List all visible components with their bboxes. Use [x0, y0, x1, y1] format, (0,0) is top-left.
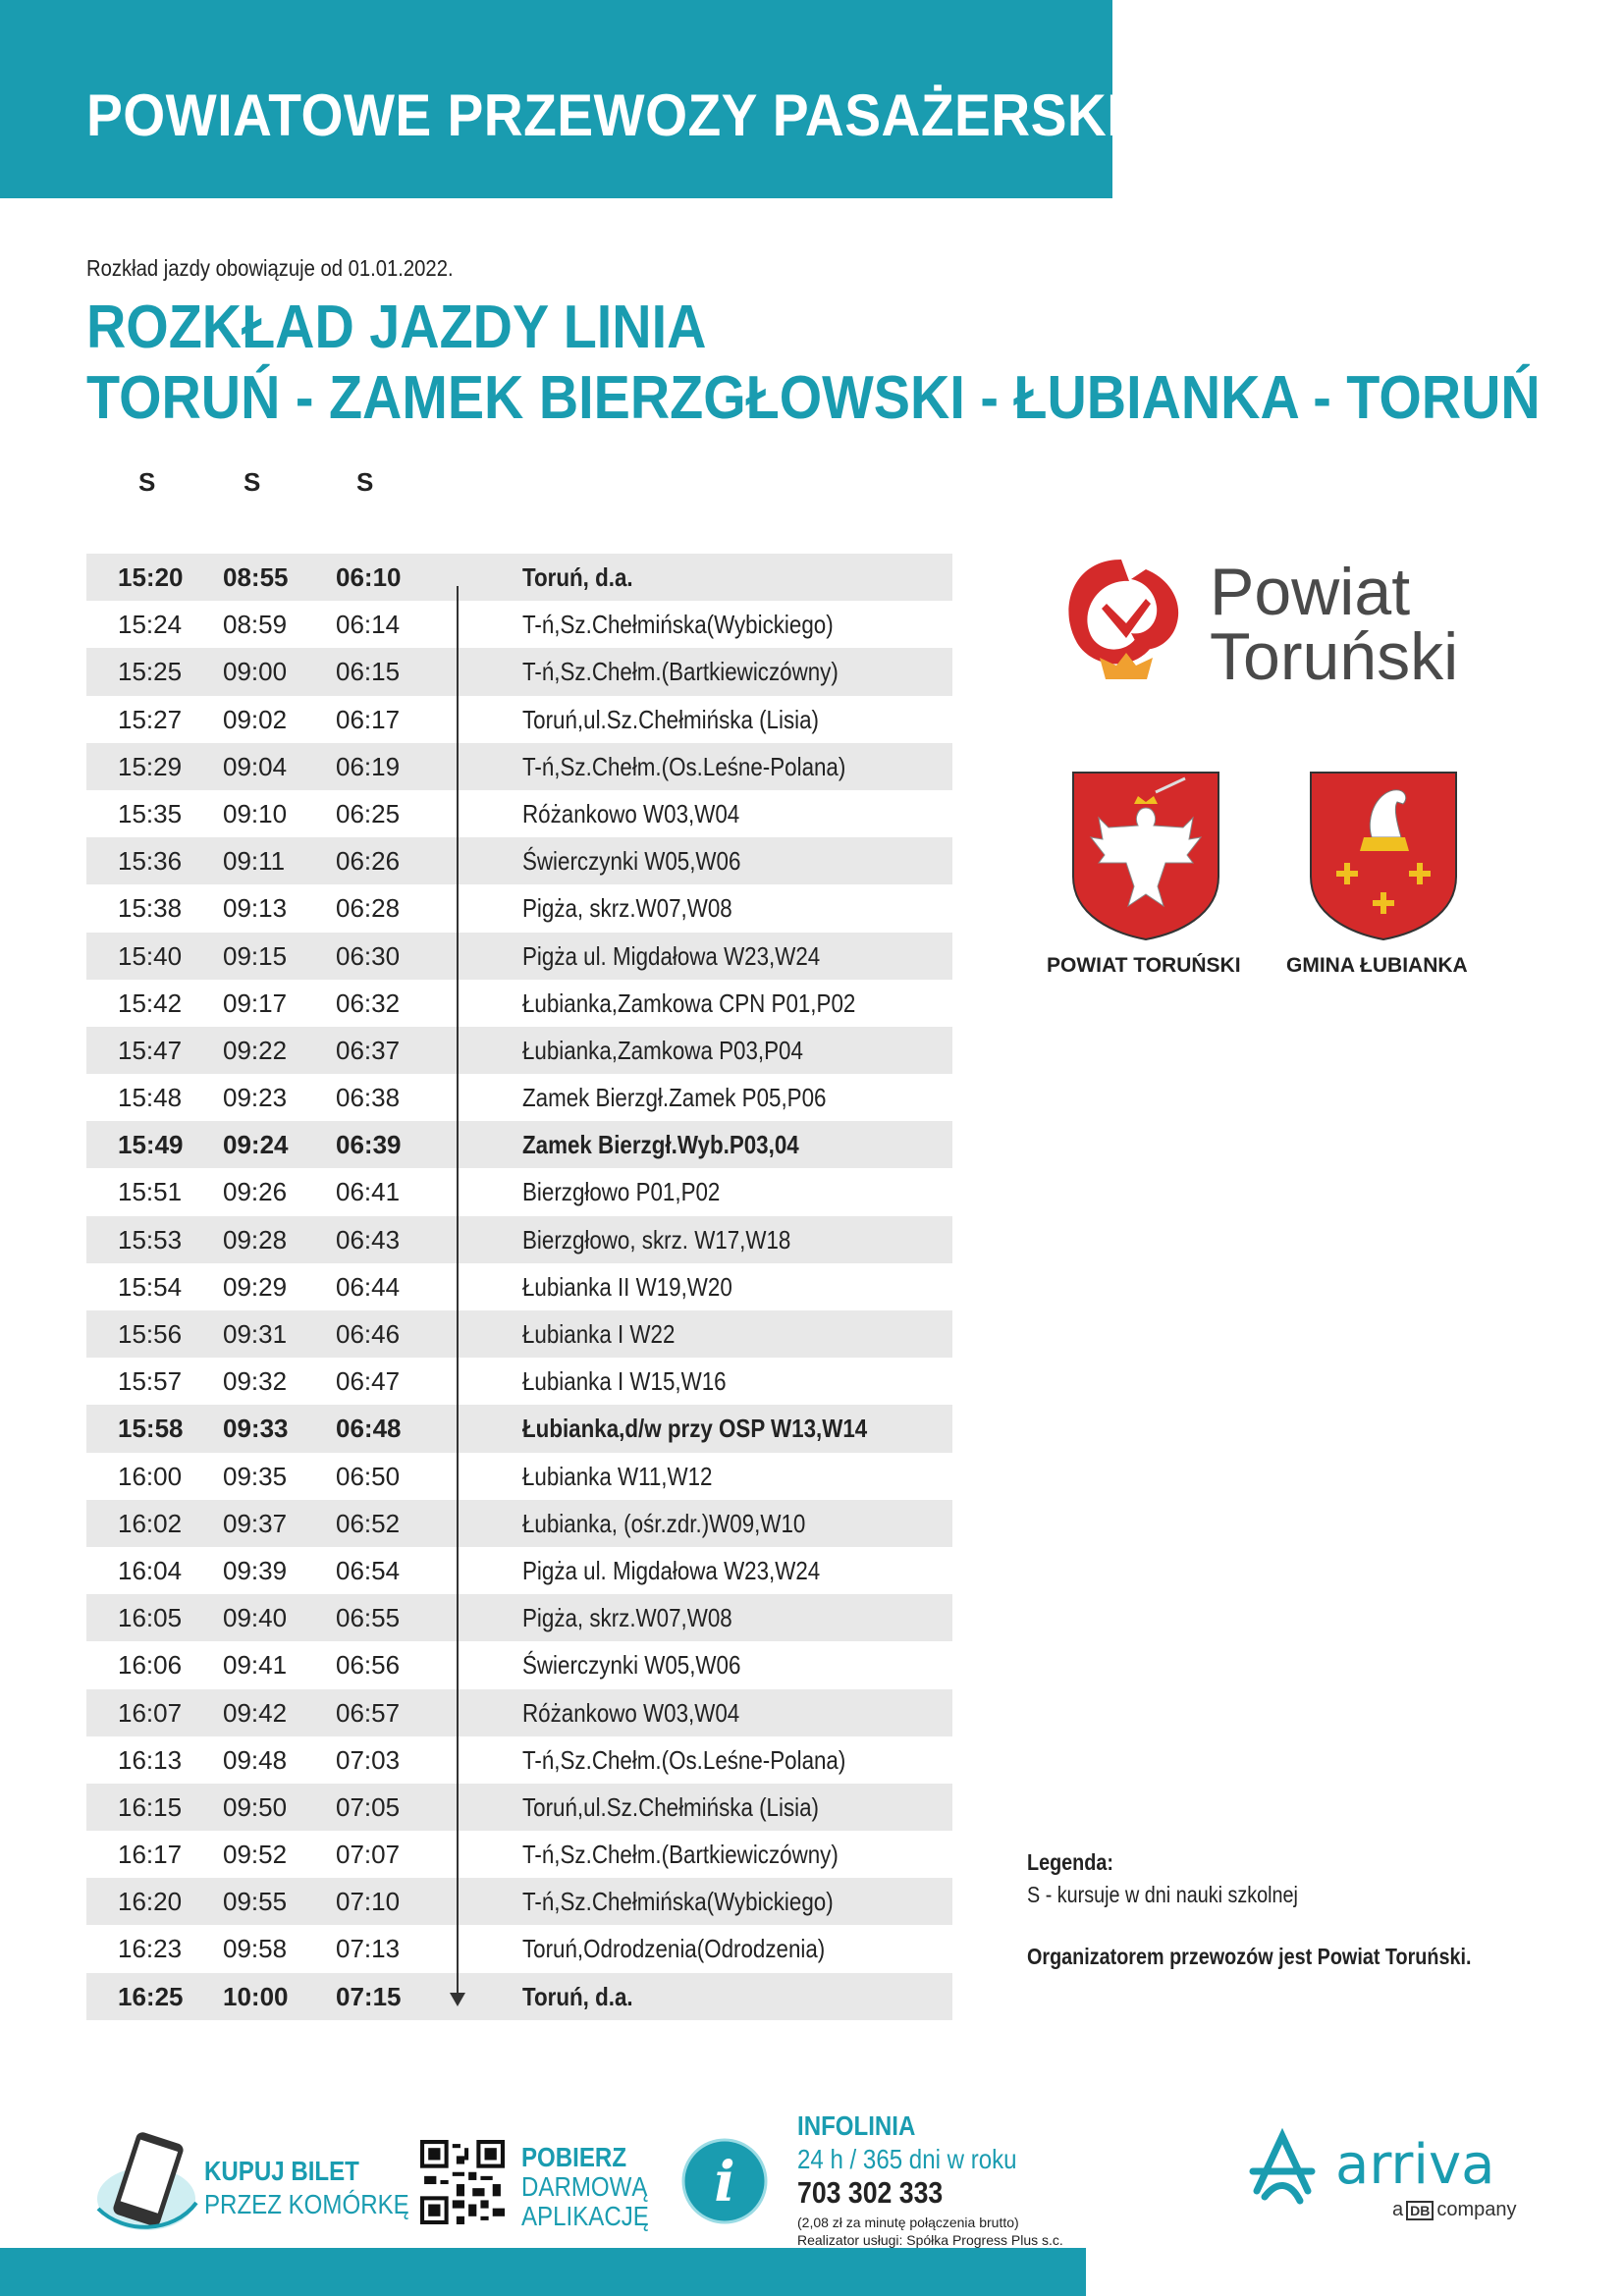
table-row [86, 1641, 952, 1688]
gmina-crest-icon [1307, 769, 1460, 941]
departure-time: 06:39 [336, 1130, 402, 1160]
departure-time: 15:40 [118, 940, 183, 971]
table-row [86, 1784, 952, 1831]
header-band [0, 0, 1160, 198]
departure-time: 09:58 [223, 1934, 288, 1964]
departure-time: 09:22 [223, 1035, 288, 1065]
info-icon [679, 2136, 770, 2226]
stop-name: T-ń,Sz.Chełmińska(Wybickiego) [522, 610, 834, 640]
departure-time: 15:57 [118, 1366, 183, 1397]
direction-arrow-icon [450, 1993, 465, 2006]
departure-time: 09:37 [223, 1508, 288, 1538]
departure-time: 09:52 [223, 1840, 288, 1870]
stop-name: Toruń,ul.Sz.Chełmińska (Lisia) [522, 1791, 819, 1822]
departure-time: 06:38 [336, 1083, 401, 1113]
crest-label-gmina: GMINA ŁUBIANKA [1286, 954, 1468, 977]
stop-name: Zamek Bierzgł.Zamek P05,P06 [522, 1083, 827, 1113]
departure-time: 09:10 [223, 798, 288, 828]
departure-time: 09:04 [223, 751, 288, 781]
table-row [86, 1310, 952, 1358]
departure-time: 09:40 [223, 1603, 288, 1633]
departure-time: 09:26 [223, 1177, 288, 1207]
table-row [86, 837, 952, 884]
stop-name: Świerczynki W05,W06 [522, 1650, 741, 1681]
departure-time: 09:02 [223, 704, 288, 734]
departure-time: 16:20 [118, 1887, 183, 1917]
departure-time: 15:56 [118, 1319, 183, 1349]
stop-name: Łubianka W11,W12 [522, 1461, 713, 1491]
crest-label-powiat: POWIAT TORUŃSKI [1047, 954, 1241, 977]
stop-name: Łubianka, (ośr.zdr.)W09,W10 [522, 1508, 806, 1538]
header-title: POWIATOWE PRZEWOZY PASAŻERSKIE [86, 82, 1160, 148]
table-row [86, 1453, 952, 1500]
powiat-crest [1069, 769, 1222, 941]
departure-time: 06:54 [336, 1555, 401, 1585]
departure-time: 07:05 [336, 1791, 401, 1822]
departure-time: 06:25 [336, 798, 401, 828]
table-row [86, 1831, 952, 1878]
departure-time: 15:27 [118, 704, 183, 734]
powiat-torunski-logo [1053, 550, 1494, 697]
table-row [86, 1216, 952, 1263]
table-row [86, 980, 952, 1027]
departure-time: 07:10 [336, 1887, 401, 1917]
departure-time: 09:42 [223, 1697, 288, 1728]
departure-time: 06:41 [336, 1177, 401, 1207]
departure-time: 15:20 [118, 562, 184, 592]
departure-time: 15:49 [118, 1130, 184, 1160]
app-title: POBIERZ [521, 2142, 627, 2172]
departure-time: 09:31 [223, 1319, 288, 1349]
timetable [86, 554, 952, 2020]
departure-time: 16:06 [118, 1650, 183, 1681]
table-row [86, 1594, 952, 1641]
stop-name: Łubianka I W22 [522, 1319, 676, 1349]
departure-time: 09:32 [223, 1366, 288, 1397]
legend [1027, 1849, 1342, 1908]
legend-title: Legenda: [1027, 1849, 1113, 1875]
departure-time: 16:13 [118, 1744, 183, 1775]
service-operator-note: Realizator usługi: Spółka Progress Plus s.c. [797, 2232, 1063, 2248]
gmina-crest [1307, 769, 1460, 941]
departure-time: 15:53 [118, 1224, 183, 1255]
departure-time: 06:32 [336, 988, 401, 1018]
departure-time: 15:42 [118, 988, 183, 1018]
stop-name: T-ń,Sz.Chełm.(Bartkiewiczówny) [522, 1840, 839, 1870]
departure-time: 06:14 [336, 610, 401, 640]
eagle-crest-icon [1069, 769, 1222, 941]
stop-name: Toruń, d.a. [522, 1981, 633, 2011]
hotline-price-note: (2,08 zł za minutę połączenia brutto) [797, 2215, 1019, 2230]
departure-time: 06:46 [336, 1319, 401, 1349]
column-flag: S [356, 467, 374, 497]
table-row [86, 1689, 952, 1736]
departure-time: 06:17 [336, 704, 401, 734]
table-row [86, 790, 952, 837]
table-row [86, 648, 952, 695]
route-title-line1: ROZKŁAD JAZDY LINIA [86, 294, 707, 361]
table-row [86, 1973, 952, 2020]
departure-time: 15:47 [118, 1035, 183, 1065]
departure-time: 16:05 [118, 1603, 183, 1633]
departure-time: 06:48 [336, 1414, 402, 1444]
stop-name: Łubianka I W15,W16 [522, 1366, 727, 1397]
stop-name: Zamek Bierzgł.Wyb.P03,04 [522, 1130, 799, 1160]
departure-time: 15:29 [118, 751, 183, 781]
stop-name: Różankowo W03,W04 [522, 1697, 740, 1728]
stop-name: Łubianka,d/w przy OSP W13,W14 [522, 1414, 868, 1444]
buy-ticket-subtitle: PRZEZ KOMÓRKĘ [204, 2189, 409, 2219]
svg-text:arriva: arriva [1335, 2133, 1495, 2197]
departure-time: 16:02 [118, 1508, 183, 1538]
departure-time: 09:35 [223, 1461, 288, 1491]
stop-name: T-ń,Sz.Chełmińska(Wybickiego) [522, 1887, 834, 1917]
departure-time: 08:59 [223, 610, 288, 640]
departure-time: 06:10 [336, 562, 402, 592]
departure-time: 07:13 [336, 1934, 401, 1964]
departure-time: 15:25 [118, 657, 183, 687]
powiat-logo-icon [1053, 550, 1200, 697]
stop-name: Pigża, skrz.W07,W08 [522, 1603, 732, 1633]
column-flags [0, 467, 589, 497]
departure-time: 06:43 [336, 1224, 401, 1255]
stop-name: Toruń, d.a. [522, 562, 633, 592]
departure-time: 15:35 [118, 798, 183, 828]
departure-time: 15:38 [118, 893, 183, 924]
stop-name: Pigża, skrz.W07,W08 [522, 893, 732, 924]
stop-name: Świerczynki W05,W06 [522, 846, 741, 877]
departure-time: 06:52 [336, 1508, 401, 1538]
departure-time: 07:07 [336, 1840, 401, 1870]
arriva-tagline-prefix: a [1392, 2199, 1404, 2220]
stop-name: Łubianka II W19,W20 [522, 1271, 732, 1302]
departure-time: 06:55 [336, 1603, 401, 1633]
app-line1: DARMOWĄ [521, 2171, 648, 2202]
departure-time: 06:56 [336, 1650, 401, 1681]
departure-time: 06:37 [336, 1035, 401, 1065]
departure-time: 09:17 [223, 988, 288, 1018]
departure-time: 09:24 [223, 1130, 289, 1160]
departure-time: 06:28 [336, 893, 401, 924]
departure-time: 06:26 [336, 846, 401, 877]
db-badge: DB [1406, 2201, 1434, 2220]
svg-text:i: i [714, 2150, 735, 2215]
departure-time: 09:23 [223, 1083, 288, 1113]
table-row [86, 1736, 952, 1784]
departure-time: 09:15 [223, 940, 288, 971]
hotline-phone[interactable]: 703 302 333 [797, 2175, 944, 2210]
smartphone-icon [94, 2130, 198, 2236]
departure-time: 09:39 [223, 1555, 288, 1585]
departure-time: 06:15 [336, 657, 401, 687]
hotline-title: INFOLINIA [797, 2110, 916, 2141]
stop-name: Pigża ul. Migdałowa W23,W24 [522, 1555, 821, 1585]
arriva-tagline [1392, 2199, 1517, 2221]
stop-name: Łubianka,Zamkowa P03,P04 [522, 1035, 803, 1065]
departure-time: 15:24 [118, 610, 183, 640]
departure-time: 15:58 [118, 1414, 184, 1444]
table-row [86, 1405, 952, 1452]
table-row [86, 696, 952, 743]
validity-note: Rozkład jazdy obowiązuje od 01.01.2022. [86, 255, 454, 281]
buy-ticket-title: KUPUJ BILET [204, 2156, 359, 2186]
departure-time: 16:00 [118, 1461, 183, 1491]
table-row [86, 601, 952, 648]
stop-name: T-ń,Sz.Chełm.(Bartkiewiczówny) [522, 657, 839, 687]
table-row [86, 1925, 952, 1972]
departure-time: 09:48 [223, 1744, 288, 1775]
table-row [86, 884, 952, 932]
stop-name: T-ń,Sz.Chełm.(Os.Leśne-Polana) [522, 1744, 846, 1775]
stop-name: Bierzgłowo P01,P02 [522, 1177, 721, 1207]
departure-time: 06:30 [336, 940, 401, 971]
column-flag: S [244, 467, 261, 497]
table-row [86, 1074, 952, 1121]
departure-time: 15:51 [118, 1177, 183, 1207]
departure-time: 16:23 [118, 1934, 183, 1964]
departure-time: 09:29 [223, 1271, 288, 1302]
departure-time: 09:33 [223, 1414, 289, 1444]
table-row [86, 1358, 952, 1405]
departure-time: 06:44 [336, 1271, 401, 1302]
departure-time: 16:04 [118, 1555, 183, 1585]
stop-name: Bierzgłowo, skrz. W17,W18 [522, 1224, 791, 1255]
departure-time: 09:50 [223, 1791, 288, 1822]
stop-name: Pigża ul. Migdałowa W23,W24 [522, 940, 821, 971]
column-flag: S [138, 467, 156, 497]
qr-code-icon[interactable] [420, 2140, 505, 2224]
departure-time: 06:50 [336, 1461, 401, 1491]
table-row [86, 1878, 952, 1925]
route-title [86, 293, 1541, 434]
departure-time: 06:47 [336, 1366, 401, 1397]
route-title-line2: TORUŃ - ZAMEK BIERZGŁOWSKI - ŁUBIANKA - TORUŃ [86, 364, 1541, 432]
departure-time: 15:36 [118, 846, 183, 877]
table-row [86, 1500, 952, 1547]
app-line2: APLIKACJĘ [521, 2201, 649, 2231]
table-row [86, 1121, 952, 1168]
table-row [86, 1027, 952, 1074]
stop-name: Różankowo W03,W04 [522, 798, 740, 828]
departure-time: 16:25 [118, 1981, 184, 2011]
departure-time: 15:48 [118, 1083, 183, 1113]
stop-name: Toruń,ul.Sz.Chełmińska (Lisia) [522, 704, 819, 734]
powiat-logo-line2: Toruński [1210, 619, 1459, 694]
departure-time: 08:55 [223, 562, 289, 592]
table-row [86, 743, 952, 790]
departure-time: 07:03 [336, 1744, 401, 1775]
departure-time: 09:00 [223, 657, 288, 687]
departure-time: 09:13 [223, 893, 288, 924]
departure-time: 16:17 [118, 1840, 183, 1870]
table-row [86, 933, 952, 980]
departure-time: 10:00 [223, 1981, 289, 2011]
organizer-note: Organizatorem przewozów jest Powiat Toruński. [1027, 1944, 1472, 1969]
departure-time: 09:11 [223, 846, 286, 877]
departure-time: 09:55 [223, 1887, 288, 1917]
powiat-logo-line1: Powiat [1210, 555, 1411, 629]
legend-text: S - kursuje w dni nauki szkolnej [1027, 1882, 1298, 1907]
footer-band [0, 2248, 1086, 2296]
stop-name: Toruń,Odrodzenia(Odrodzenia) [522, 1934, 826, 1964]
table-row [86, 1168, 952, 1215]
table-row [86, 1263, 952, 1310]
table-row [86, 1547, 952, 1594]
hotline-hours: 24 h / 365 dni w roku [797, 2144, 1017, 2174]
departure-time: 06:19 [336, 751, 401, 781]
stop-name: Łubianka,Zamkowa CPN P01,P02 [522, 988, 856, 1018]
departure-time: 16:07 [118, 1697, 183, 1728]
departure-time: 09:28 [223, 1224, 288, 1255]
departure-time: 06:57 [336, 1697, 401, 1728]
table-row [86, 554, 952, 601]
departure-time: 15:54 [118, 1271, 183, 1302]
arriva-tagline-suffix: company [1436, 2199, 1517, 2220]
stop-name: T-ń,Sz.Chełm.(Os.Leśne-Polana) [522, 751, 846, 781]
departure-time: 07:15 [336, 1981, 402, 2011]
departure-time: 16:15 [118, 1791, 183, 1822]
direction-arrow-line [457, 586, 459, 1995]
departure-time: 09:41 [223, 1650, 288, 1681]
